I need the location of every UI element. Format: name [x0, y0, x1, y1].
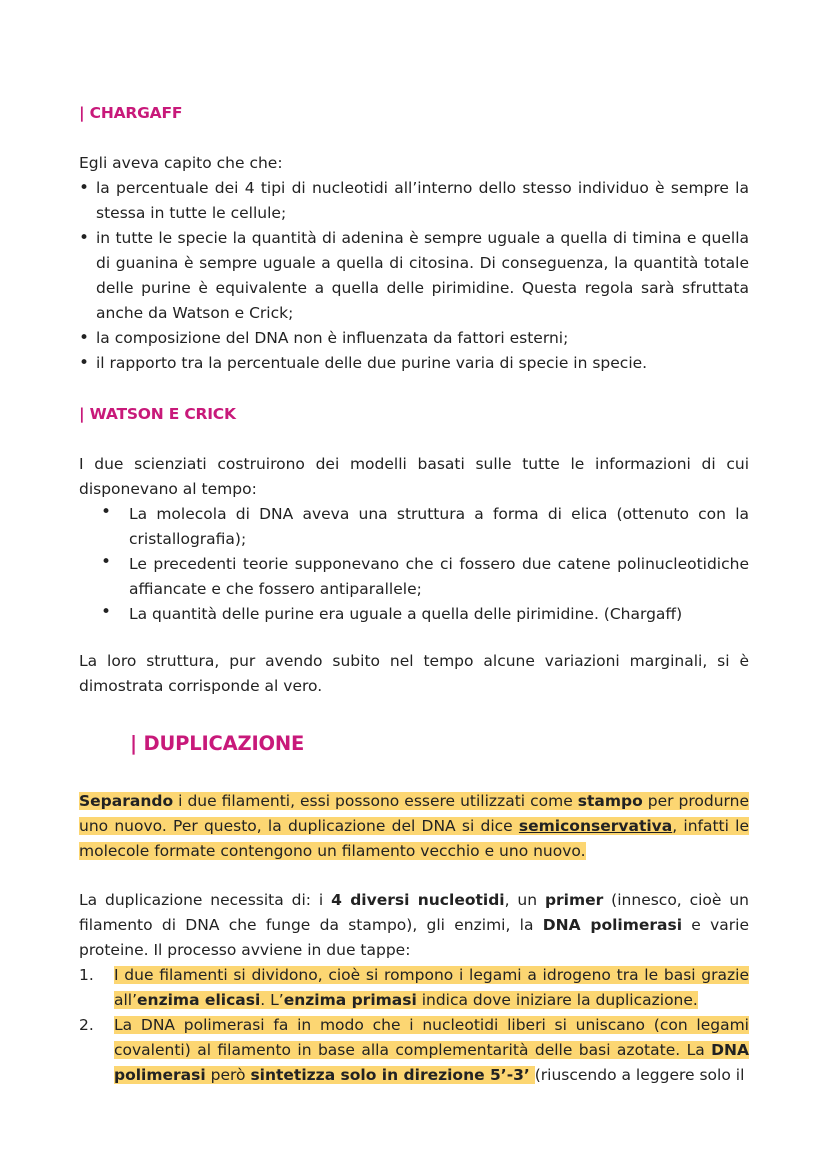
steps-list — [79, 963, 749, 1088]
section-heading-duplicazione: | DUPLICAZIONE — [130, 732, 305, 755]
bold-term: DNA polimerasi — [542, 916, 683, 934]
bold-term: enzima elicasi — [137, 991, 261, 1009]
duplicazione-steps — [79, 963, 749, 1088]
chargaff-section — [79, 151, 749, 376]
watson-list — [79, 502, 749, 627]
bold-term: Separando — [79, 792, 174, 810]
text-run: , un — [504, 891, 545, 909]
list-item: • Le precedenti teorie supponevano che ci fossero due catene polinucleotidiche affiancate e che fossero antiparallele; — [79, 552, 749, 602]
text-run: La duplicazione necessita di: i — [79, 891, 332, 909]
watson-intro: I due scienziati costruirono dei modelli basati sulle tutte le informazioni di cui disponevano al tempo: — [79, 455, 749, 498]
text-run: . L’ — [260, 991, 284, 1009]
list-item: • La quantità delle purine era uguale a quella delle pirimidine. (Chargaff) — [79, 602, 749, 627]
section-heading-chargaff: | CHARGAFF — [79, 104, 183, 122]
bold-term: enzima primasi — [283, 991, 417, 1009]
list-item: • La molecola di DNA aveva una struttura a forma di elica (ottenuto con la cristallografia); — [79, 502, 749, 552]
step-number: 2. — [79, 1016, 94, 1034]
bold-term: 4 diversi nucleotidi — [331, 891, 505, 909]
list-item — [79, 963, 749, 1013]
text-run: però — [205, 1066, 251, 1084]
step-number: 1. — [79, 966, 94, 984]
text-run: per produrne uno nuovo. Per questo, la duplicazione del DNA si dice — [79, 792, 749, 835]
list-item — [79, 1013, 749, 1088]
watson-section — [79, 502, 749, 627]
text-run: indica dove iniziare la duplicazione. — [416, 991, 698, 1009]
duplicazione-paragraph-1 — [79, 789, 749, 864]
chargaff-list — [79, 176, 749, 376]
bold-term: primer — [544, 891, 604, 909]
text-run: (riuscendo a leggere solo il — [534, 1066, 745, 1084]
section-heading-watson-crick: | WATSON E CRICK — [79, 405, 236, 423]
list-item: • in tutte le specie la quantità di adenina è sempre uguale a quella di timina e quella di guanina è sempre uguale a quella di citosina. Di conseguenza, la quantità totale delle purine è equivalente a quella delle pirimidine. Questa regola sarà sfruttata anche da Watson e Crick; — [79, 226, 749, 326]
bold-term: sintetizza solo in direzione 5’-3’ — [250, 1066, 530, 1084]
text-run: , infatti le molecole formate contengono un filamento vecchio e uno nuovo. — [79, 817, 750, 860]
list-item: • la composizione del DNA non è influenzata da fattori esterni; — [79, 326, 749, 351]
text-run: i due filamenti, essi possono essere utilizzati come — [173, 792, 578, 810]
watson-conclusion: La loro struttura, pur avendo subito nel tempo alcune variazioni marginali, si è dimostrata corrisponde al vero. — [79, 652, 749, 695]
duplicazione-paragraph-2 — [79, 888, 749, 963]
text-run: I due filamenti si dividono, cioè si rompono i legami a idrogeno tra le basi grazie all’ — [114, 966, 749, 1009]
list-item: • la percentuale dei 4 tipi di nucleotidi all’interno dello stesso individuo è sempre la stessa in tutte le cellule; — [79, 176, 749, 226]
chargaff-intro: Egli aveva capito che che: — [79, 154, 283, 172]
bold-term: DNA polimerasi — [114, 1041, 749, 1084]
bold-term: stampo — [577, 792, 643, 810]
text-run: (innesco, cioè un filamento di DNA che funge da stampo), gli enzimi, la — [79, 891, 749, 934]
text-run: e varie proteine. Il processo avviene in due tappe: — [79, 916, 750, 959]
bold-underlined-term: semiconservativa — [518, 817, 673, 835]
text-run: La DNA polimerasi fa in modo che i nucleotidi liberi si uniscano (con legami covalenti) al filamento in base alla complementarità delle basi azotate. La — [114, 1016, 749, 1059]
list-item: • il rapporto tra la percentuale delle due purine varia di specie in specie. — [79, 351, 749, 376]
